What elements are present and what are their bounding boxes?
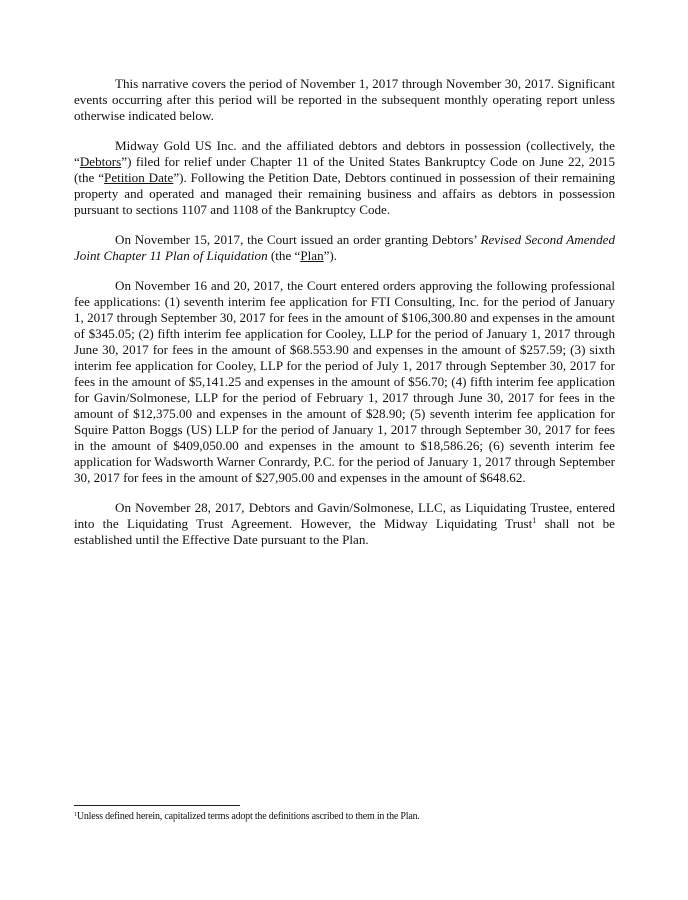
footnote-reference: 1 (532, 516, 537, 525)
defined-term-petition-date: Petition Date (104, 170, 174, 185)
footnote-text: Unless defined herein, capitalized terms adopt the definitions ascribed to them in the Plan. (76, 811, 420, 822)
plan-order-paragraph (74, 232, 615, 264)
footnote-divider (74, 805, 240, 806)
fee-applications-paragraph (74, 278, 615, 486)
narrative-body (74, 76, 615, 562)
narrative-period-paragraph (74, 76, 615, 124)
paragraph-text: ”). Following the Petition Date, Debtors continued in possession of their remaining property and operated and managed their remaining business and affairs as debtors in possession pursuant to sections 1107 and 1108 of the Bankruptcy Code. (74, 170, 615, 217)
paragraph-text: ”). (323, 248, 338, 263)
footnote (74, 811, 634, 823)
paragraph-text: On November 28, 2017, Debtors and Gavin/Solmonese, LLC, as Liquidating Trustee, entered into the Liquidating Trust Agreement. However, the Midway Liquidating Trust (74, 500, 615, 531)
paragraph-text: On November 15, 2017, the Court issued an order granting Debtors’ (115, 232, 481, 247)
paragraph-text: (the “ (267, 248, 301, 263)
paragraph-text: This narrative covers the period of November 1, 2017 through November 30, 2017. Significant events occurring after this period will be reported in the subsequent monthly operating report unless otherwise indicated below. (74, 76, 615, 123)
paragraph-text: On November 16 and 20, 2017, the Court entered orders approving the following professional fee applications: (1) seventh interim fee application for FTI Consulting, Inc. for the period of January 1, 2017 through September 30, 2017 for fees in the amount of $106,300.80 and expenses in the amount of $345.05; (2) fifth interim fee application for Cooley, LLP for the period of January 1, 2017 through June 30, 2017 for fees in the amount of $68.553.90 and expenses in the amount of $257.59; (3) sixth interim fee application for Cooley, LLP for the period of July 1, 2017 through September 30, 2017 for fees in the amount of $5,141.25 and expenses in the amount of $56.70; (4) fifth interim fee application for Gavin/Solmonese, LLP for the period of February 1, 2017 through June 30, 2017 for fees in the amount of $12,375.00 and expenses in the amount of $28.90; (5) seventh interim fee application for Squire Patton Boggs (US) LLP for the period of January 1, 2017 through September 30, 2017 for fees in the amount of $409,050.00 and expenses in the amount to $18,586.26; (6) seventh interim fee application for Wadsworth Warner Conrardy, P.C. for the period of January 1, 2017 through September 30, 2017 for fees in the amount of $27,905.00 and expenses in the amount of $648.62. (74, 278, 615, 485)
defined-term-debtors: Debtors (79, 154, 122, 169)
footnote-marker: 1 (74, 812, 77, 818)
paragraph-text: ”) filed for relief under Chapter 11 of the United States Bankruptcy Code on June 22, 2015 (the “ (74, 154, 615, 185)
plan-title: Revised Second Amended Joint Chapter 11 Plan of Liquidation (74, 232, 615, 263)
liquidating-trust-paragraph (74, 500, 615, 548)
paragraph-text: Midway Gold US Inc. and the affiliated debtors and debtors in possession (collectively, the “ (74, 138, 615, 169)
paragraph-text: shall not be established until the Effective Date pursuant to the Plan. (74, 516, 615, 547)
debtors-background-paragraph (74, 138, 615, 218)
defined-term-plan: Plan (300, 248, 324, 263)
